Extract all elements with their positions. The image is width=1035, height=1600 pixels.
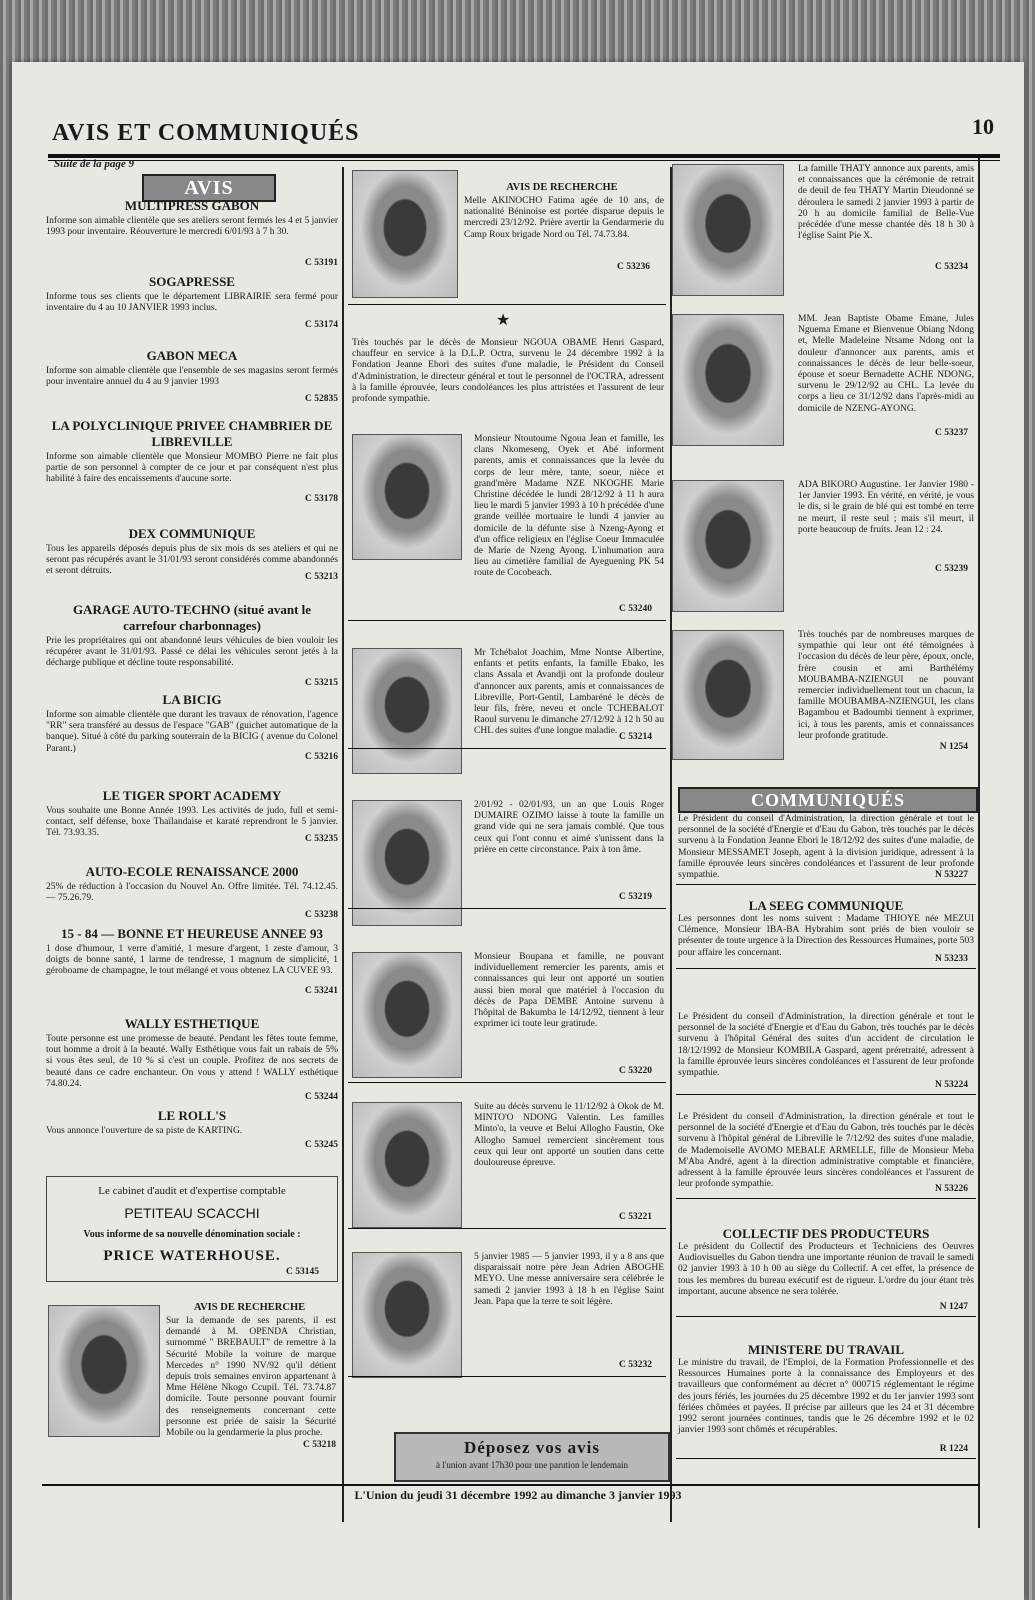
communique-code: N 53233 — [935, 954, 968, 964]
framed-line-3: Vous informe de sa nouvelle dénomination sociale : — [83, 1229, 301, 1240]
avis-text: Tous les appareils déposés depuis plus de six mois ds ses ateliers et qui ne seront pas récupérés avant le 31/01/93 seront considérés comme abandonnés et seront détruits. — [46, 544, 338, 577]
notice-code: C 53219 — [619, 892, 652, 902]
column-rule-1 — [342, 167, 344, 1522]
search-text-2: Sur la demande de ses parents, il est demandé à M. OPENDA Christian, surnommé " BREBAULT" de remettre à la Sécurité Mobile la voiture de marque Mercedes n° 1990 NV/92 qu'il détient depuis trois semaines environ appartenant à Mme Hélène Nkogo Ccupil. Tél. 73.74.87 domicile. Toute personne pouvant fournir des renseignements concernant cette personne est priée de saisir la Sécurité Mobile ou la gendarmerie la plus proche. — [166, 1316, 336, 1439]
communique-rule — [676, 1094, 976, 1095]
communique-code: N 53227 — [935, 870, 968, 880]
header-rule-thin — [48, 160, 1000, 161]
search-text-1: Melle AKINOCHO Fatima agée de 10 ans, de nationalité Béninoise est portée disparue depuis le mercredi 23/12/92. Prière avertir la Gendarmerie du Camp Roux brigade Nord ou Tél. 74.73.84. — [464, 196, 664, 240]
portrait-photo — [352, 1102, 462, 1228]
avis-text: Vous souhaite une Bonne Année 1993. Les activités de judo, full et semi-contact, self défense, boxe Thaïlandaise et karaté reprendront le 5 janvier. Tél. 73.93.35. — [46, 806, 338, 839]
section-avis: AVIS — [142, 174, 276, 202]
portrait-photo — [672, 480, 784, 612]
price-waterhouse-box — [46, 1176, 338, 1282]
portrait-photo — [672, 314, 784, 446]
portrait-photo — [352, 952, 462, 1078]
header-rule — [48, 154, 1000, 158]
page-title: AVIS ET COMMUNIQUÉS — [52, 120, 360, 146]
search-code-1: C 53236 — [617, 262, 650, 272]
footer-rule — [42, 1484, 980, 1486]
communique-rule — [676, 1316, 976, 1317]
newspaper-page — [12, 62, 1024, 1600]
avis-title: GABON MECA — [146, 348, 238, 363]
section-communiques: COMMUNIQUÉS — [678, 787, 978, 813]
portrait-photo — [352, 648, 462, 774]
avis-code: C 53174 — [305, 320, 338, 330]
notice-text: MM. Jean Baptiste Obame Emane, Jules Nguema Emane et Bienvenue Obiang Ndong et, Melle Madeleine Ntsame Ndong ont la douleur d'annoncer aux parents, amis et connaissances le décès de leur belle-soeur, épouse et soeur Bernadette ACHE NDONG, survenu le 29/12/92 au CHL. La levée du corps a lieu ce 31/12/92 dans l'après-midi au domicile de NZENG-AYONG. — [798, 314, 974, 414]
avis-title: LE ROLL'S — [157, 1108, 227, 1123]
notice-text: Monsieur Boupana et famille, ne pouvant individuellement remercier les parents, amis et connaissances qui leur ont apporté un soutien aussi bien moral que matériel à l'occasion du décès de Papa DEMBE Antoine survenu à l'hôpital de Bakumba le 14/12/92, tiennent à leur exprimer ici toute leur gratitude. — [474, 952, 664, 1030]
search-code-2: C 53218 — [303, 1440, 336, 1450]
avis-code: C 53245 — [305, 1140, 338, 1150]
deposez-line: à l'union avant 17h30 pour une parution le lendemain — [435, 1460, 629, 1470]
avis-code: C 53241 — [305, 986, 338, 996]
notice-code: C 53234 — [935, 262, 968, 272]
framed-code: C 53145 — [286, 1267, 319, 1277]
notice-rule — [348, 1082, 666, 1083]
avis-code: C 52835 — [305, 394, 338, 404]
communique-rule — [676, 968, 976, 969]
communique-text: Le Président du conseil d'Administration, la direction générale et tout le personnel de la société d'Energie et d'Eau du Gabon, très touchés par le décès survenu à l'hôpital général de Libreville le 7/12/92 des suites d'une maladie, de Mademoiselle AVOMO MEBALE ARMELLE, fille de Monsieur Meba M'Aba André, agent à la direction administrative comptable et financière, adressent à la famille éprouvée leurs sincères condoléances et l'assurent de leur profonde sympathie. — [678, 1112, 974, 1190]
deposez-box — [394, 1432, 670, 1482]
avis-title: DEX COMMUNIQUE — [128, 526, 256, 541]
notice-text: Mr Tchébalot Joachim, Mme Nontse Albertine, enfants et petits enfants, la famille Ebako, les clans Assala et Avandji ont la profonde douleur d'annoncer aux parents, amis et connaissances de Libreville, Port-Gentil, Lambaréné le décès de leur fils, frère, neveu et oncle TCHEBALOT Raoul survenu le dimanche 27/12/92 à 12 h 50 au CHL des suites d'une longue maladie. — [474, 648, 664, 737]
notice-code: C 53221 — [619, 1212, 652, 1222]
avis-code: C 53235 — [305, 834, 338, 844]
notice-rule — [348, 1376, 666, 1377]
ngoua-text: Très touchés par le décès de Monsieur NGOUA OBAME Henri Gaspard, chauffeur en service à la D.L.P. Octra, survenu le 24 décembre 1992 à la Fondation Jeanne Ebori des suites d'une maladie, le Président du Conseil d'Administration, le directeur général et tout le personnel de l'OCTRA, adressent à la famille éprouvée, leurs condoléances les plus attristées et l'assurent de leur profonde sympathie. — [352, 338, 664, 405]
avis-text: Informe son aimable clientèle que l'ensemble de ses magasins seront fermés pour inventaire annuel du 4 au 9 janvier 1993 — [46, 366, 338, 388]
portrait-photo — [672, 630, 784, 760]
notice-code: C 53237 — [935, 428, 968, 438]
framed-line-1: Le cabinet d'audit et d'expertise comptable — [98, 1185, 286, 1197]
framed-line-2: PETITEAU SCACCHI — [124, 1205, 260, 1221]
notice-code: C 53240 — [619, 604, 652, 614]
photo-akinocho — [352, 170, 458, 298]
notice-text: Suite au décès survenu le 11/12/92 à Okok de M. MINTO'O NDONG Valentin. Les familles Minto'o, la veuve et Belui Allogho Faustin, Oke Allogho Samuel remercient sincèrement tous ceux qui leur ont apporté un soutien dans cette douloureuse épreuve. — [474, 1102, 664, 1169]
notice-rule — [348, 748, 666, 749]
search-title-1: AVIS DE RECHERCHE — [506, 182, 618, 193]
portrait-photo — [352, 1252, 462, 1378]
notice-text: 5 janvier 1985 — 5 janvier 1993, il y a 8 ans que disparaissait notre père Jean Adrien ABOGHE MEYO. Une messe anniversaire sera célébrée le samedi 2 janvier 1993 à 18 h en l'église Saint Jean. Papa que la terre te soit légère. — [474, 1252, 664, 1307]
avis-title: WALLY ESTHETIQUE — [124, 1016, 260, 1031]
avis-title: MULTIPRESS GABON — [124, 198, 260, 213]
communique-rule — [676, 1198, 976, 1199]
notice-code: C 53220 — [619, 1066, 652, 1076]
communique-code: R 1224 — [939, 1444, 968, 1454]
avis-text: Informe son aimable clientèle que Monsieur MOMBO Pierre ne fait plus partie de son personnel à compter de ce jour et par conséquent n'est plus habilité à faire des encaissements d'aucune sorte. — [46, 452, 338, 485]
avis-code: C 53216 — [305, 752, 338, 762]
communique-text: Les personnes dont les noms suivent : Madame THIOYE née MEZUI Clémence, Monsieur IBA-BA Hybrahim sont priés de bien vouloir se présenter de toute urgence à la Direction des Ressources Humaines, porte 503 pour affaire les concernant. — [678, 914, 974, 958]
communique-text: Le président du Collectif des Producteurs et Techniciens des Oeuvres Audiovisuelles du Gabon tiendra une importante réunion de travail le samedi 02 janvier 1993 à 10 h 00 au siège du Collectif. A cet effet, la présence de tous les membres du bureau exécutif est de rigueur. L'ordre du jour étant très important, aucune absence ne sera tolérée. — [678, 1242, 974, 1297]
avis-code: C 53244 — [305, 1092, 338, 1102]
avis-code: C 53238 — [305, 910, 338, 920]
avis-title: SOGAPRESSE — [149, 274, 235, 289]
avis-title: LE TIGER SPORT ACADEMY — [102, 788, 282, 803]
communique-title: MINISTERE DU TRAVAIL — [747, 1342, 905, 1357]
communique-code: N 53224 — [935, 1080, 968, 1090]
col2-rule — [348, 304, 666, 305]
avis-code: C 53215 — [305, 678, 338, 688]
communique-text: Le ministre du travail, de l'Emploi, de la Formation Professionnelle et des Ressources Humaines porte à la connaissance des Employeurs et des travailleurs que conformément au décret n° 000715 réglementant le régime des jours fériés, les journées du 25 décembre 1992 et du 1er janvier 1993 sont fériées chômées et payées. Il précise par ailleurs que les 24 et 31 décembre 1992 seront journées continues, tandis que le 26 décembre 1992 et le 02 janvier 1993 sont chômés et récupérables. — [678, 1358, 974, 1436]
communique-text: Le Président du conseil d'Administration, la direction générale et tout le personnel de la société d'Energie et d'Eau du Gabon, très touchés par le décès survenu à l'hôpital Général des suites d'un accident de circulation le 18/12/1992 de Monsieur KOMBILA Gaspard, agent préretraité, adressent à la famille éprouvée leurs sincères condoléances et l'assurent de leur profonde sympathie. — [678, 1012, 974, 1079]
notice-text: 2/01/92 - 02/01/93, un an que Louis Roger DUMAIRE OZIMO laisse à toute la famille un grand vide qui ne sera jamais comblé. Que tous ceux qui l'ont connu et aimé s'unissent dans la prière en cette circonstance. Paix à ton âme. — [474, 800, 664, 855]
avis-code: C 53191 — [305, 258, 338, 268]
notice-code: C 53239 — [935, 564, 968, 574]
avis-text: Vous annonce l'ouverture de sa piste de KARTING. — [46, 1126, 243, 1136]
footer-date: L'Union du jeudi 31 décembre 1992 au dimanche 3 janvier 1993 — [354, 1488, 682, 1502]
avis-text: Informe son aimable clientèle que ses ateliers seront fermés les 4 et 5 janvier 1993 pour inventaire. Réouverture le mercredi 6/01/93 à 7 h 30. — [46, 216, 339, 238]
portrait-photo — [352, 434, 462, 560]
notice-rule — [348, 1228, 666, 1229]
avis-code: C 53213 — [305, 572, 338, 582]
column-rule-right — [978, 158, 980, 1528]
notice-text: Monsieur Ntoutoume Ngoua Jean et famille, les clans Nkomeseng, Oyek et Abé informent parents, amis et connaissances que la levée du corps de leur mère, tante, soeur, nièce et grand'mère Madame NZE NKOGHE Marie Christine décédée le lundi 28/12/92 à 11 h aura lieu le mardi 5 janvier 1993 à 10 h précédée d'une grande veillée mortuaire le lundi 4 janvier au domicile de la défunte sise à Nzeng-Ayong et d'un office religieux en l'église Coeur Immaculée de Marie de Nzeng Ayong. L'inhumation aura lieu au cimetière familial de Ayeguening PK 54 route de Cocobeach. — [474, 434, 664, 579]
notice-text: La famille THATY annonce aux parents, amis et connaissances que la cérémonie de retrait de deuil de feu THATY Martin Dieudonné se déroulera le samedi 2 janvier 1993 à partir de 20 h au domicile familial de Belle-Vue précédée d'une messe chantée dès 18 h 30 à l'église Saint Pie X. — [798, 164, 974, 242]
photo-openda — [48, 1305, 160, 1437]
notice-text: ADA BIKORO Augustine. 1er Janvier 1980 - 1er Janvier 1993. En vérité, en vérité, je vous le dis, si le grain de blé qui est tombé en terre ne meurt, il reste seul ; mais s'il meurt, il porte beaucoup de fruits. Jean 12 : 24. — [798, 480, 974, 535]
avis-text: Informe tous ses clients que le département LIBRAIRIE sera fermé pour inventaire du 4 au 10 JANVIER 1993 inclus. — [46, 292, 338, 314]
communique-text: Le Président du conseil d'Administration, la direction générale et tout le personnel de la société d'Energie et d'Eau du Gabon, très touchés par le décès survenu à la Fondation Jeanne Ebori le 18/12/92 des suites d'une maladie, de Monsieur MESSAMET Joseph, agent à la division juridique, adressent à la famille éprouvée leurs sincères condoléances et l'assurent de leur profonde sympathie. — [678, 814, 974, 881]
communique-rule — [676, 1458, 976, 1459]
avis-title: AUTO-ECOLE RENAISSANCE 2000 — [85, 864, 299, 879]
avis-title: LA BICIG — [162, 692, 222, 707]
avis-text: 25% de réduction à l'occasion du Nouvel An. Offre limitée. Tél. 74.12.45. — 75.26.79. — [46, 882, 338, 904]
framed-line-4: PRICE WATERHOUSE. — [103, 1248, 281, 1264]
page-number: 10 — [972, 114, 994, 139]
notice-code: C 53214 — [619, 732, 652, 742]
deposez-title: Déposez vos avis — [464, 1438, 600, 1457]
avis-title: GARAGE AUTO-TECHNO (situé avant le carrefour charbonnages) — [72, 602, 312, 633]
notice-text: Très touchés par de nombreuses marques de sympathie qui leur ont été témoignées à l'occasion du décès de leur père, époux, oncle, frère cousin et ami Barthélémy MOUBAMBA-NZIENGUI ne pouvant remercier individuellement tout un chacun, la famille MOUBAMBA-NZIENGUI, les clans Bagambou et Badoumbi tiennent à exprimer, ici, à tous les parents, amis et connaissances leur profonde gratitude. — [798, 630, 974, 741]
avis-text: 1 dose d'humour, 1 verre d'amitié, 1 mesure d'argent, 1 zeste d'amour, 3 doigts de bonne santé, 1 larme de tendresse, 1 magnum de simplicité, 1 géroboame de champagne, le tout mélangé et vous obtenez LA CUVEE 93. — [46, 944, 338, 977]
notice-rule — [348, 908, 666, 909]
communique-code: N 53226 — [935, 1184, 968, 1194]
communique-title: LA SEEG COMMUNIQUE — [748, 898, 904, 913]
communique-code: N 1247 — [939, 1302, 968, 1312]
avis-text: Toute personne est une promesse de beauté. Pendant les fêtes toute femme, tout homme a droit à la beauté. Wally Esthétique vous fait un rabais de 5% si vous êtes seul, de 10 % si c'est un couple. Profitez de nos secrets de beauté dans ce cadre enchanteur. On vous y attend ! WALLY esthétique 74.80.24. — [46, 1034, 338, 1089]
avis-text: Prie les propriétaires qui ont abandonné leurs véhicules de bien vouloir les récupérer avant le 31/01/93. Passé ce délai les véhicules seront jetés à la décharge publique et décline toute responsabilité. — [46, 636, 338, 669]
avis-text: Informe son aimable clientèle que durant les travaux de rénovation, l'agence "RR" sera transféré au dessus de l'espace "GAB" (guichet automatique de la banque). Situé à côté du parking souterrain de la BICIG ( avenue du Colonel Parant.) — [46, 710, 338, 754]
notice-code: N 1254 — [939, 742, 968, 752]
notice-code: C 53232 — [619, 1360, 652, 1370]
search-title-2: AVIS DE RECHERCHE — [193, 1302, 306, 1313]
portrait-photo — [672, 164, 784, 296]
notice-rule — [348, 620, 666, 621]
avis-code: C 53178 — [305, 494, 338, 504]
avis-title: LA POLYCLINIQUE PRIVEE CHAMBRIER DE LIBREVILLE — [51, 418, 333, 449]
star-divider: ★ — [496, 312, 511, 329]
avis-title: 15 - 84 — BONNE ET HEUREUSE ANNEE 93 — [61, 926, 323, 941]
communique-rule — [676, 884, 976, 885]
communique-title: COLLECTIF DES PRODUCTEURS — [722, 1226, 930, 1241]
continued-note: Suite de la page 9 — [54, 158, 135, 170]
